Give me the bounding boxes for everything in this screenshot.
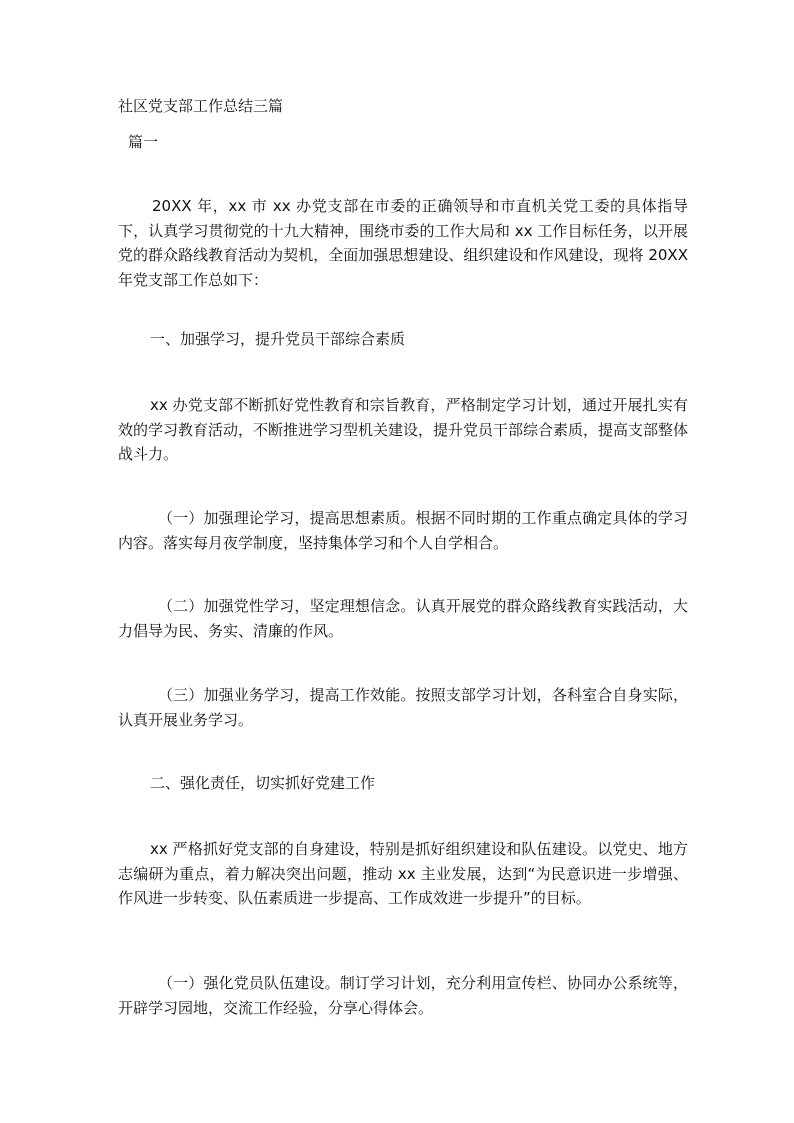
paragraph-1: xx 办党支部不断抓好党性教育和宗旨教育，严格制定学习计划，通过开展扎实有效的学习教育活动，不断推进学习型机关建设，提升党员干部综合素质，提高支部整体战斗力。: [118, 396, 689, 463]
paragraph-1b: （二）加强党性学习，坚定理想信念。认真开展党的群众路线教育实践活动，大力倡导为民、务实、清廉的作风。: [118, 597, 688, 640]
section-heading-1: 一、加强学习，提升党员干部综合素质: [150, 330, 406, 348]
document-title: 社区党支部工作总结三篇: [118, 97, 284, 115]
section-heading-2: 二、强化责任，切实抓好党建工作: [150, 774, 376, 792]
paragraph-1c: （三）加强业务学习，提高工作效能。按照支部学习计划，各科室合自身实际，认真开展业务学习。: [118, 686, 688, 729]
paragraph-2: xx 严格抓好党支部的自身建设，特别是抓好组织建设和队伍建设。以党史、地方志编研为重点，着力解决突出问题，推动 xx 主业发展，达到“为民意识进一步增强、作风进一步转变、队伍素质进一步提高、工作成效进一步提升”的目标。: [118, 840, 688, 907]
section-label: 篇一: [128, 133, 159, 151]
paragraph-2a: （一）强化党员队伍建设。制订学习计划，充分利用宣传栏、协同办公系统等，开辟学习园地，交流工作经验，分享心得体会。: [118, 974, 688, 1017]
paragraph-1a: （一）加强理论学习，提高思想素质。根据不同时期的工作重点确定具体的学习内容。落实每月夜学制度，坚持集体学习和个人自学相合。: [118, 509, 688, 552]
intro-paragraph: 20XX 年，xx 市 xx 办党支部在市委的正确领导和市直机关党工委的具体指导下，认真学习贯彻党的十九大精神，围绕市委的工作大局和 xx 工作目标任务，以开展党的群众路线教育活动为契机，全面加强思想建设、组织建设和作风建设，现将 20XX 年党支部工作总如下：: [118, 197, 688, 289]
